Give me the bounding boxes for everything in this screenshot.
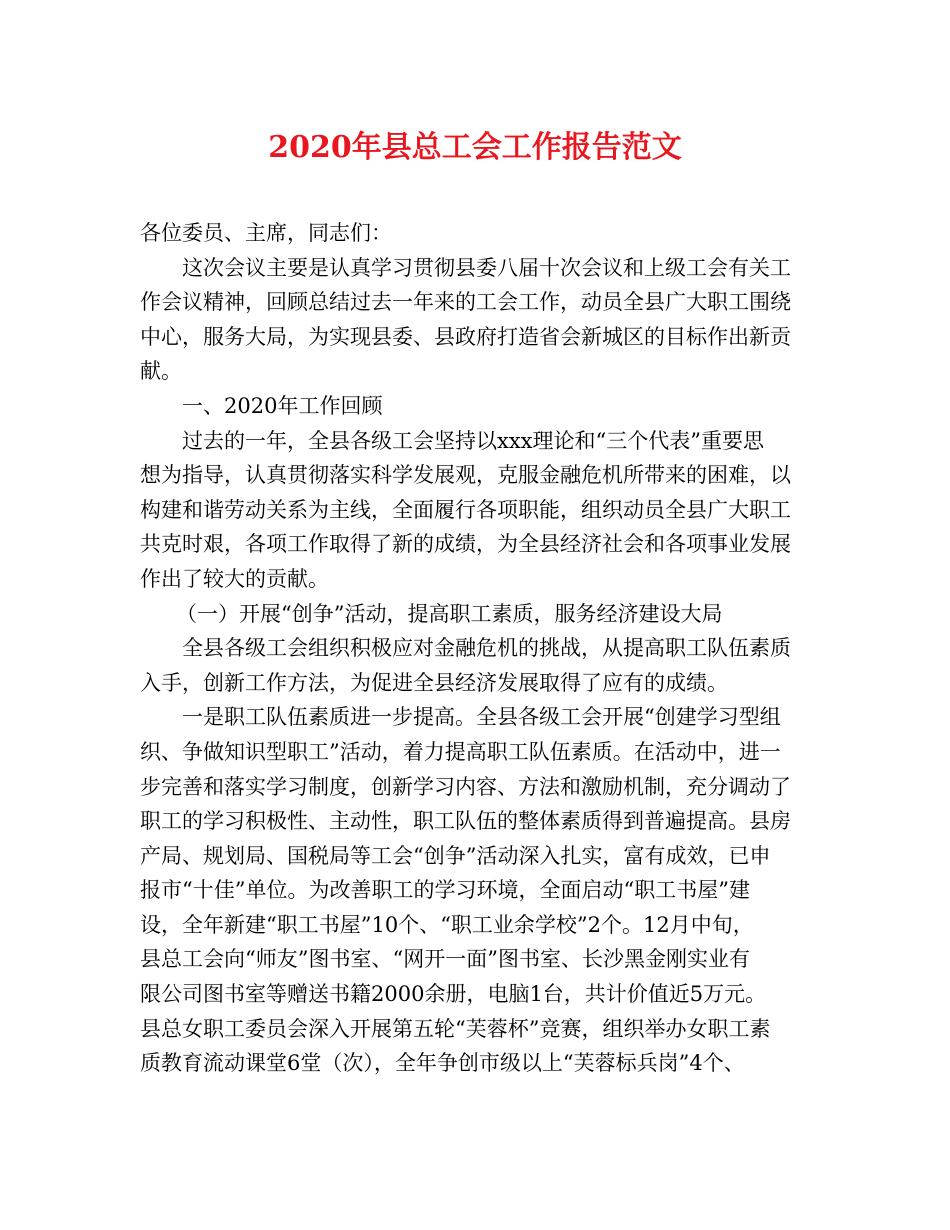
document-title: 2020年县总工会工作报告范文 [268,130,682,165]
body-line: 全县各级工会组织积极应对金融危机的挑战，从提高职工队伍素质 [182,636,791,661]
body-line: 职工的学习积极性、主动性，职工队伍的整体素质得到普遍提高。县房 [140,809,791,834]
body-line: 设，全年新建“职工书屋”10个、“职工业余学校”2个。12月中旬， [140,912,754,937]
body-line: 这次会议主要是认真学习贯彻县委八届十次会议和上级工会有关工 [182,255,791,280]
body-line: 作出了较大的贡献。 [140,566,329,591]
body-line: 过去的一年，全县各级工会坚持以xxx理论和“三个代表”重要思 [182,428,764,453]
body-line: 作会议精神，回顾总结过去一年来的工会工作，动员全县广大职工围绕 [140,290,791,315]
body-line: 献。 [140,359,182,384]
body-line: 共克时艰，各项工作取得了新的成绩，为全县经济社会和各项事业发展 [140,532,791,557]
body-line: 中心，服务大局，为实现县委、县政府打造省会新城区的目标作出新贡 [140,324,791,349]
body-line: 入手，创新工作方法，为促进全县经济发展取得了应有的成绩。 [140,670,728,695]
body-line: 想为指导，认真贯彻落实科学发展观，克服金融危机所带来的困难，以 [140,463,791,488]
body-line: 报市“十佳”单位。为改善职工的学习环境，全面启动“职工书屋”建 [140,878,750,903]
body-line: 构建和谐劳动关系为主线，全面履行各项职能，组织动员全县广大职工 [140,497,791,522]
body-line: （一）开展“创争”活动，提高职工素质，服务经济建设大局 [176,601,723,626]
body-line: 产局、规划局、国税局等工会“创争”活动深入扎实，富有成效，已申 [140,843,771,868]
body-line: 限公司图书室等赠送书籍2000余册，电脑1台，共计价值近5万元。 [140,982,767,1007]
body-line: 各位委员、主席，同志们： [140,221,392,245]
body-line: 质教育流动课堂6堂（次），全年争创市级以上“芙蓉标兵岗”4个、 [140,1051,745,1076]
body-line: 一是职工队伍素质进一步提高。全县各级工会开展“创建学习型组 [182,705,781,730]
body-line: 县总女职工委员会深入开展第五轮“芙蓉杯”竞赛，组织举办女职工素 [140,1016,771,1041]
body-line: 步完善和落实学习制度，创新学习内容、方法和激励机制，充分调动了 [140,774,791,799]
body-line: 织、争做知识型职工”活动，着力提高职工队伍素质。在活动中，进一 [140,739,781,764]
body-line: 县总工会向“师友”图书室、“网开一面”图书室、长沙黑金刚实业有 [140,947,750,972]
document-body [140,216,812,1081]
body-line: 一、2020年工作回顾 [182,393,383,418]
